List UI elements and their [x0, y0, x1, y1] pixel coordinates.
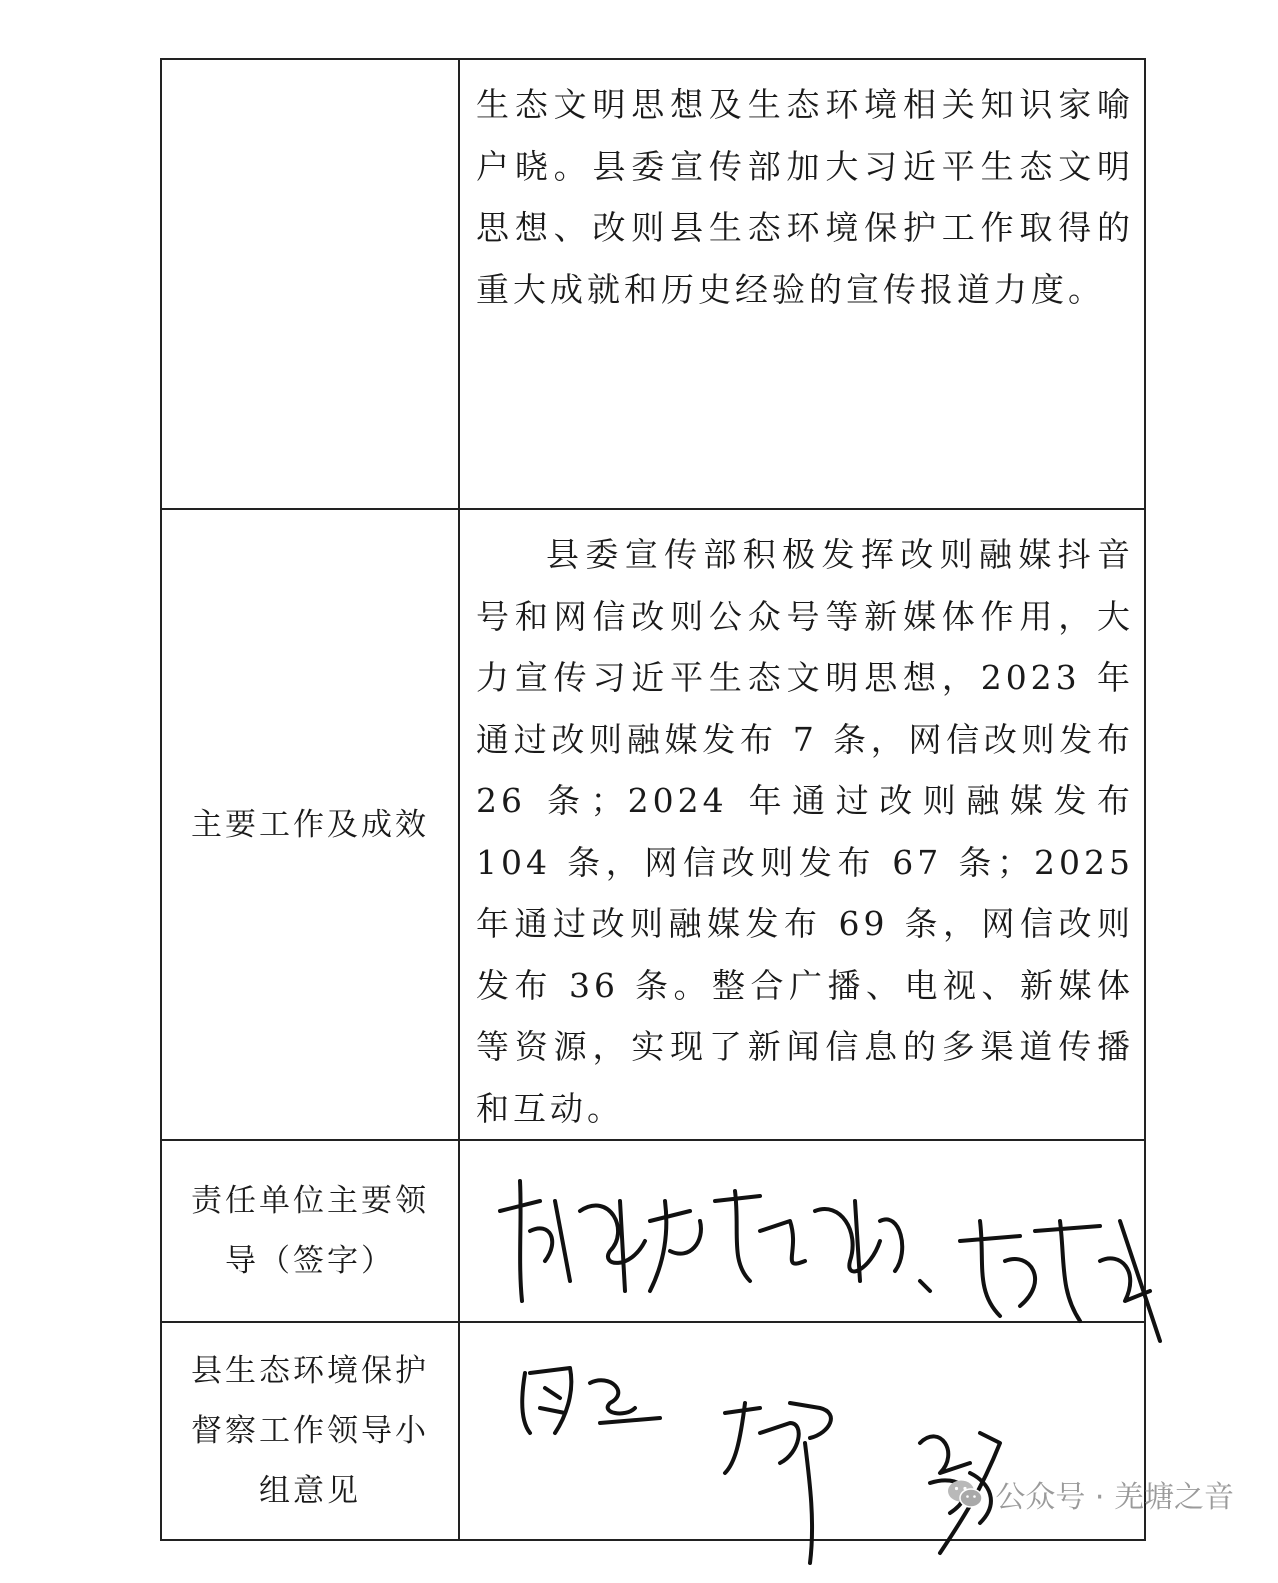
table-row — [161, 1140, 1145, 1322]
row-label-leader-signature: 责任单位主要领导（签字） — [161, 1140, 459, 1322]
table-row — [161, 509, 1145, 1140]
handwritten-signatures — [460, 1141, 1160, 1331]
row-content-main-work: 县委宣传部积极发挥改则融媒抖音号和网信改则公众号等新媒体作用，大力宣传习近平生态文明思想，2023 年通过改则融媒发布 7 条，网信改则发布 26 条；2024 年通过改则融媒发布 104 条，网信改则发布 67 条；2025 年通过改则融媒发布 69 条，网信改则发布 36 条。整合广播、电视、新媒体等资源，实现了新闻信息的多渠道传播和互动。 — [459, 509, 1145, 1140]
wechat-watermark — [945, 1472, 1234, 1516]
row-content-continued: 生态文明思想及生态环境相关知识家喻户晓。县委宣传部加大习近平生态文明思想、改则县生态环境保护工作取得的重大成就和历史经验的宣传报道力度。 — [459, 59, 1145, 509]
row-label — [161, 59, 459, 509]
handwritten-signatures-2 — [460, 1323, 1160, 1583]
row-label-supervision-opinion: 县生态环境保护督察工作领导小组意见 — [161, 1322, 459, 1540]
work-report-form — [160, 58, 1146, 1541]
watermark-text: 公众号 · 羌塘之音 — [995, 1480, 1234, 1515]
wechat-icon — [945, 1474, 985, 1514]
leader-signature-cell — [459, 1140, 1145, 1322]
table-row — [161, 59, 1145, 509]
row-label-main-work: 主要工作及成效 — [161, 509, 459, 1140]
